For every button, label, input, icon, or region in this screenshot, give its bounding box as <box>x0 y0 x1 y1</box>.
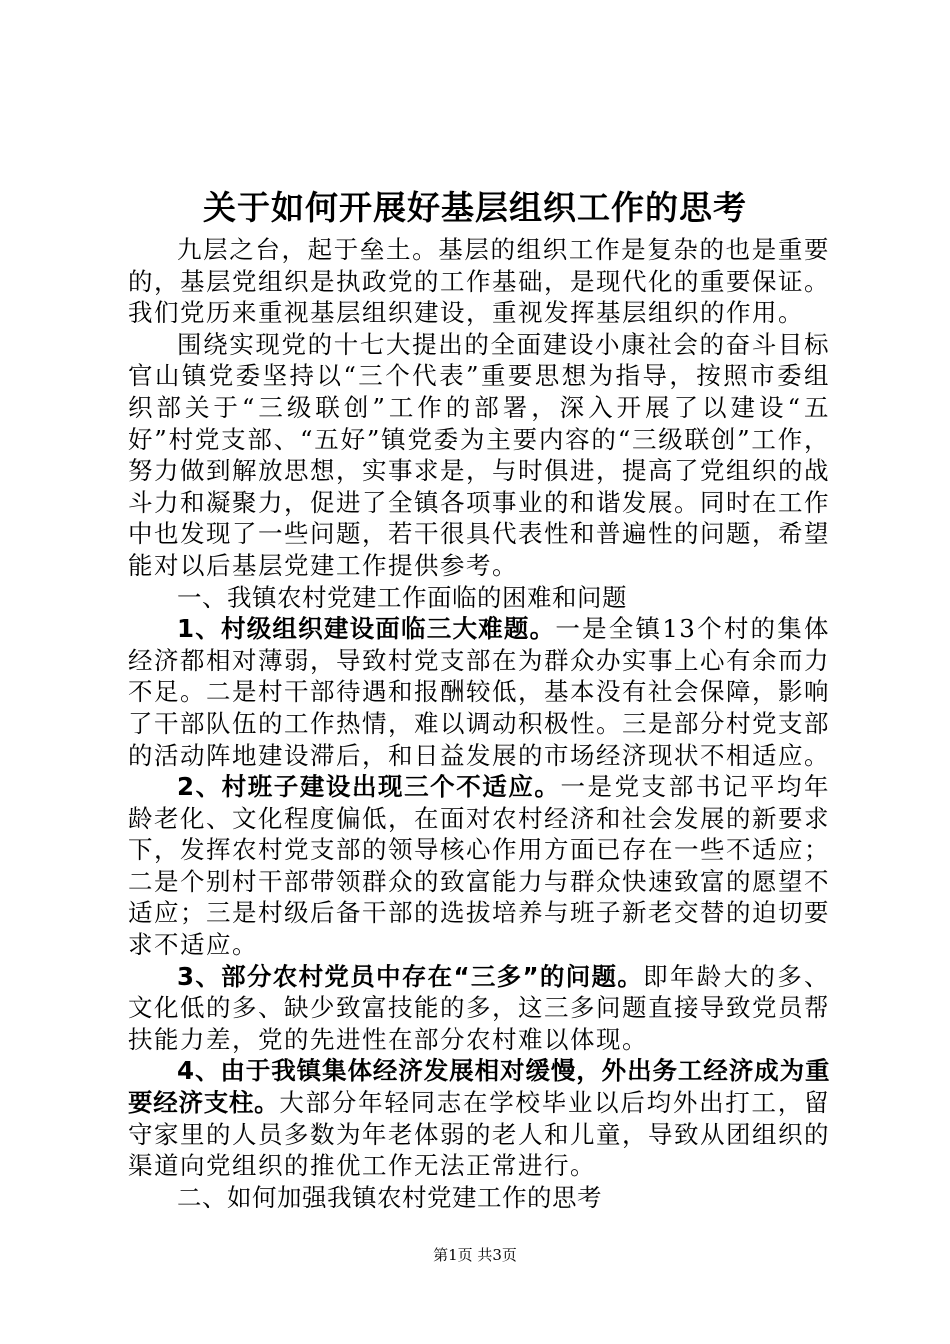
problem-item-4 <box>128 1055 830 1181</box>
document-title: 关于如何开展好基层组织工作的思考 <box>203 188 747 227</box>
problem-item-1-text: 一是全镇13个村的集体经济都相对薄弱，导致村党支部在为群众办实事上心有余而力不足。二是村干部待遇和报酬较低，基本没有社会保障，影响了干部队伍的工作热情，难以调动积极性。三是部分村党支部的活动阵地建设滞后，和日益发展的市场经济现状不相适应。 <box>128 614 830 770</box>
problem-item-3-lead: 3、部分农村党员中存在“三多”的问题。 <box>177 961 644 991</box>
intro-paragraph: 九层之台，起于垒土。基层的组织工作是复杂的也是重要的，基层党组织是执政党的工作基础，是现代化的重要保证。我们党历来重视基层组织建设，重视发挥基层组织的作用。 <box>128 235 830 328</box>
section-heading-1: 一、我镇农村党建工作面临的困难和问题 <box>177 582 627 612</box>
problem-item-1-lead: 1、村级组织建设面临三大难题。 <box>177 614 556 644</box>
problem-item-2 <box>128 771 830 961</box>
background-paragraph: 围绕实现党的十七大提出的全面建设小康社会的奋斗目标官山镇党委坚持以“三个代表”重要思想为指导，按照市委组织部关于“三级联创”工作的部署，深入开展了以建设“五好”村党支部、“五好”镇党委为主要内容的“三级联创”工作，努力做到解放思想，实事求是，与时俱进，提高了党组织的战斗力和凝聚力，促进了全镇各项事业的和谐发展。同时在工作中也发现了一些问题，若干很具代表性和普遍性的问题，希望能对以后基层党建工作提供参考。 <box>128 329 830 580</box>
document-body <box>128 234 830 1213</box>
problem-item-4-lead: 4、由于我镇集体经济发展相对缓慢，外出务工经济成为重要经济支柱。 <box>128 1056 830 1118</box>
problem-item-2-lead: 2、村班子建设出现三个不适应。 <box>177 772 561 802</box>
problem-item-3 <box>128 961 830 1056</box>
section-heading-2: 二、如何加强我镇农村党建工作的思考 <box>177 1182 602 1212</box>
problem-item-2-text: 一是党支部书记平均年龄老化、文化程度偏低，在面对农村经济和社会发展的新要求下，发挥农村党支部的领导核心作用方面已存在一些不适应；二是个别村干部带领群众的致富能力与群众快速致富的愿望不适应；三是村级后备干部的选拔培养与班子新老交替的迫切要求不适应。 <box>128 772 831 960</box>
page-footer: 第1页 共3页 <box>433 1246 517 1264</box>
problem-item-1 <box>128 613 830 771</box>
problem-item-4-text: 大部分年轻同志在学校毕业以后均外出打工，留守家里的人员多数为年老体弱的老人和儿童，导致从团组织的渠道向党组织的推优工作无法正常进行。 <box>128 1088 831 1181</box>
problem-item-3-text: 即年龄大的多、文化低的多、缺少致富技能的多，这三多问题直接导致党员帮扶能力差，党的先进性在部分农村难以体现。 <box>128 961 830 1054</box>
